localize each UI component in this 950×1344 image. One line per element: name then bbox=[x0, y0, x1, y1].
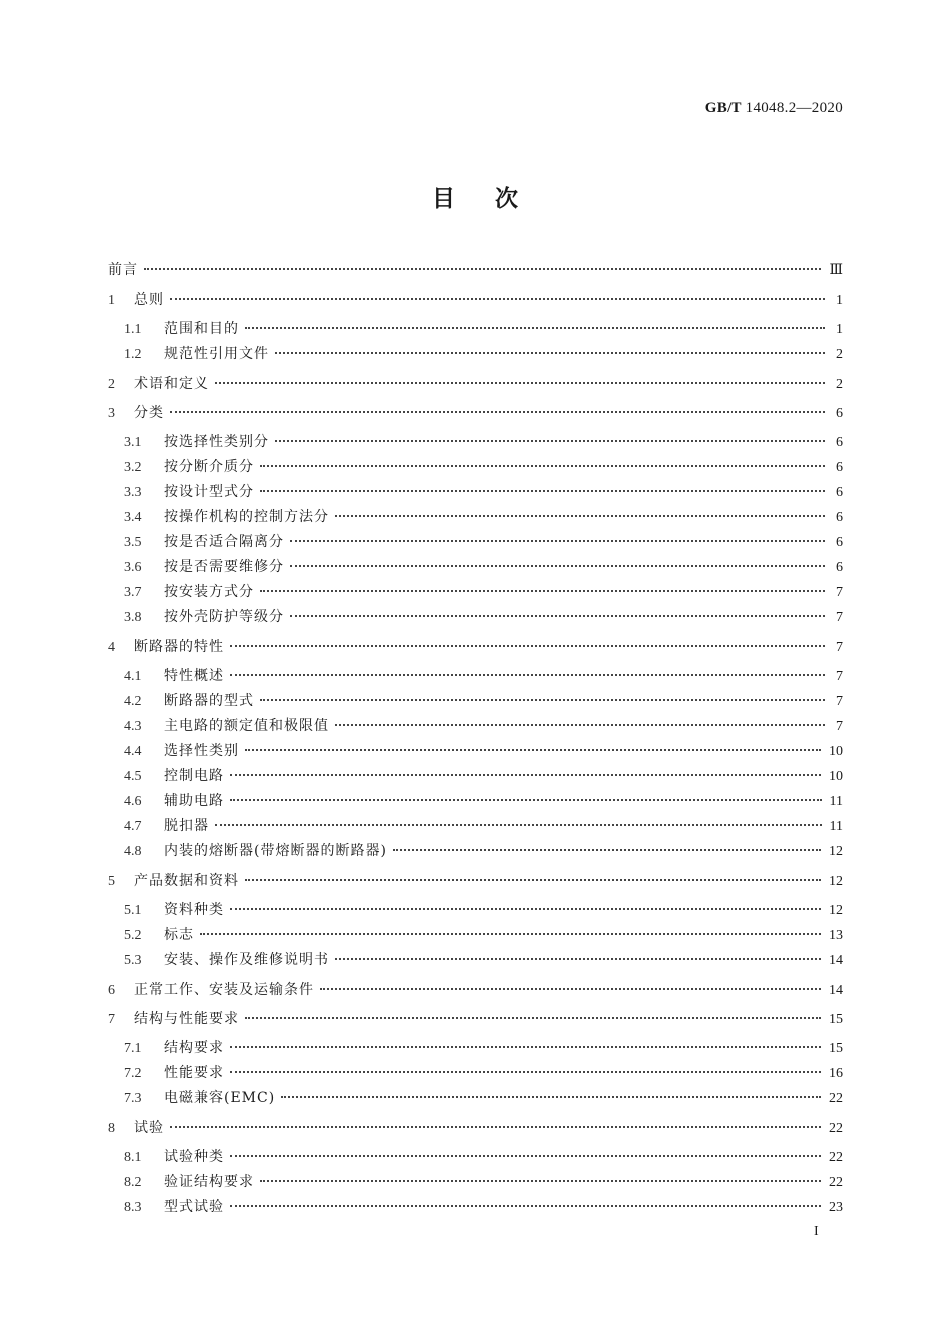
toc-entry-label: 按安装方式分 bbox=[164, 584, 254, 600]
toc-entry-number: 4.3 bbox=[124, 719, 142, 734]
toc-entry-number: 3.6 bbox=[124, 560, 142, 575]
toc-entry-number: 3.8 bbox=[124, 610, 142, 625]
toc-entry-number: 4.8 bbox=[124, 844, 142, 859]
toc-entry-label: 术语和定义 bbox=[134, 376, 209, 392]
toc-entry[interactable] bbox=[124, 691, 843, 711]
toc-entry-number: 1.1 bbox=[124, 322, 142, 337]
toc-entry-number: 3.2 bbox=[124, 460, 142, 475]
toc-entry-page: 7 bbox=[836, 640, 843, 655]
toc-entry-number: 8.2 bbox=[124, 1175, 142, 1190]
toc-leader-dots bbox=[230, 673, 825, 676]
toc-leader-dots bbox=[393, 848, 821, 851]
toc-entry[interactable] bbox=[124, 666, 843, 686]
toc-entry[interactable] bbox=[124, 607, 843, 627]
toc-entry-page: 22 bbox=[829, 1091, 843, 1106]
toc-entry-number: 8 bbox=[108, 1121, 115, 1136]
toc-leader-dots bbox=[230, 1070, 821, 1073]
toc-leader-dots bbox=[170, 297, 825, 300]
toc-entry-label: 试验种类 bbox=[164, 1149, 224, 1165]
toc-entry-page: 6 bbox=[836, 460, 843, 475]
toc-entry-number: 1.2 bbox=[124, 347, 142, 362]
toc-entry-number: 3 bbox=[108, 406, 115, 421]
toc-entry-label: 结构与性能要求 bbox=[134, 1011, 239, 1027]
toc-entry-label: 结构要求 bbox=[164, 1040, 224, 1056]
toc-entry-number: 3.4 bbox=[124, 510, 142, 525]
toc-leader-dots bbox=[320, 987, 821, 990]
toc-entry-number: 8.1 bbox=[124, 1150, 142, 1165]
toc-entry[interactable] bbox=[108, 374, 843, 394]
toc-entry-page: 16 bbox=[829, 1066, 843, 1081]
toc-leader-dots bbox=[245, 1016, 821, 1019]
toc-entry-number: 4.2 bbox=[124, 694, 142, 709]
toc-entry-label: 正常工作、安装及运输条件 bbox=[134, 982, 314, 998]
toc-entry[interactable] bbox=[124, 816, 843, 836]
toc-entry-page: 1 bbox=[836, 322, 843, 337]
toc-entry-label: 规范性引用文件 bbox=[164, 346, 269, 362]
toc-entry-label: 断路器的特性 bbox=[134, 639, 224, 655]
toc-leader-dots bbox=[290, 614, 825, 617]
toc-entry-page: 12 bbox=[829, 903, 843, 918]
standard-number: 14048.2—2020 bbox=[745, 100, 843, 116]
toc-leader-dots bbox=[230, 798, 822, 801]
toc-entry-label: 按是否需要维修分 bbox=[164, 559, 284, 575]
toc-entry[interactable] bbox=[124, 791, 843, 811]
toc-leader-dots bbox=[260, 698, 825, 701]
toc-entry[interactable] bbox=[124, 841, 843, 861]
toc-entry-page: 10 bbox=[829, 769, 843, 784]
toc-entry-page: 1 bbox=[836, 293, 843, 308]
toc-leader-dots bbox=[335, 957, 821, 960]
toc-leader-dots bbox=[230, 644, 825, 647]
toc-entry-page: 7 bbox=[836, 585, 843, 600]
toc-entry-page: 22 bbox=[829, 1150, 843, 1165]
toc-entry-label: 按外壳防护等级分 bbox=[164, 609, 284, 625]
toc-entry-label: 主电路的额定值和极限值 bbox=[164, 718, 329, 734]
toc-entry-label: 试验 bbox=[134, 1120, 164, 1136]
toc-entry[interactable] bbox=[124, 457, 843, 477]
toc-entry-page: 6 bbox=[836, 435, 843, 450]
toc-leader-dots bbox=[260, 589, 825, 592]
toc-entry[interactable] bbox=[108, 980, 843, 1000]
toc-leader-dots bbox=[281, 1095, 821, 1098]
toc-entry-label: 按分断介质分 bbox=[164, 459, 254, 475]
toc-entry-label: 按操作机构的控制方法分 bbox=[164, 509, 329, 525]
toc-entry[interactable] bbox=[124, 319, 843, 339]
toc-entry-page: 7 bbox=[836, 610, 843, 625]
toc-entry[interactable] bbox=[124, 900, 843, 920]
toc-leader-dots bbox=[245, 326, 825, 329]
toc-entry[interactable] bbox=[124, 482, 843, 502]
toc-entry[interactable] bbox=[124, 1088, 843, 1108]
toc-leader-dots bbox=[200, 932, 821, 935]
toc-entry[interactable] bbox=[124, 950, 843, 970]
toc-entry-label: 分类 bbox=[134, 405, 164, 421]
toc-leader-dots bbox=[275, 439, 825, 442]
toc-entry-number: 6 bbox=[108, 983, 115, 998]
toc-entry-label: 电磁兼容(EMC) bbox=[164, 1090, 276, 1106]
toc-entry-number: 7.2 bbox=[124, 1066, 142, 1081]
toc-entry[interactable] bbox=[124, 1038, 843, 1058]
toc-entry-label: 前言 bbox=[108, 262, 138, 278]
toc-leader-dots bbox=[335, 723, 825, 726]
toc-entry-page: 6 bbox=[836, 406, 843, 421]
toc-leader-dots bbox=[144, 267, 821, 270]
toc-entry[interactable] bbox=[124, 507, 843, 527]
toc-entry-page: 7 bbox=[836, 694, 843, 709]
toc-entry[interactable] bbox=[124, 582, 843, 602]
toc-leader-dots bbox=[230, 1045, 821, 1048]
toc-entry-number: 7.3 bbox=[124, 1091, 142, 1106]
toc-entry-page: 12 bbox=[829, 844, 843, 859]
toc-leader-dots bbox=[290, 564, 825, 567]
toc-entry[interactable] bbox=[108, 260, 843, 280]
toc-leader-dots bbox=[275, 351, 825, 354]
page-title: 目次 bbox=[432, 186, 558, 212]
toc-entry[interactable] bbox=[124, 766, 843, 786]
toc-entry-label: 产品数据和资料 bbox=[134, 873, 239, 889]
toc-entry-page: 11 bbox=[829, 794, 843, 809]
toc-entry-label: 特性概述 bbox=[164, 668, 224, 684]
toc-entry[interactable] bbox=[108, 403, 843, 423]
toc-entry-number: 3.7 bbox=[124, 585, 142, 600]
toc-entry[interactable] bbox=[124, 557, 843, 577]
toc-entry[interactable] bbox=[124, 716, 843, 736]
toc-entry-label: 按是否适合隔离分 bbox=[164, 534, 284, 550]
toc-entry-page: 22 bbox=[829, 1175, 843, 1190]
toc-entry[interactable] bbox=[124, 344, 843, 364]
toc-entry-number: 5 bbox=[108, 874, 115, 889]
toc-entry[interactable] bbox=[124, 1063, 843, 1083]
toc-entry-label: 断路器的型式 bbox=[164, 693, 254, 709]
toc-entry-number: 4.6 bbox=[124, 794, 142, 809]
toc-entry-number: 7 bbox=[108, 1012, 115, 1027]
toc-entry-label: 验证结构要求 bbox=[164, 1174, 254, 1190]
toc-entry[interactable] bbox=[108, 637, 843, 657]
toc-entry-label: 选择性类别 bbox=[164, 743, 239, 759]
toc-entry-number: 5.3 bbox=[124, 953, 142, 968]
toc-entry[interactable] bbox=[124, 532, 843, 552]
toc-entry-label: 控制电路 bbox=[164, 768, 224, 784]
toc-entry-number: 3.3 bbox=[124, 485, 142, 500]
toc-entry-page: 10 bbox=[829, 744, 843, 759]
toc-entry-label: 按设计型式分 bbox=[164, 484, 254, 500]
toc-leader-dots bbox=[230, 1204, 821, 1207]
toc-entry[interactable] bbox=[124, 741, 843, 761]
toc-entry[interactable] bbox=[124, 1147, 843, 1167]
toc-entry-number: 1 bbox=[108, 293, 115, 308]
toc-entry-number: 8.3 bbox=[124, 1200, 142, 1215]
toc-entry-page: 12 bbox=[829, 874, 843, 889]
toc-entry-label: 标志 bbox=[164, 927, 194, 943]
toc-entry[interactable] bbox=[108, 871, 843, 891]
toc-leader-dots bbox=[230, 773, 821, 776]
page-number: I bbox=[814, 1224, 819, 1239]
toc-entry-page: 7 bbox=[836, 719, 843, 734]
toc-leader-dots bbox=[260, 489, 825, 492]
toc-entry[interactable] bbox=[108, 1118, 843, 1138]
toc-entry-number: 4.5 bbox=[124, 769, 142, 784]
toc-entry-number: 4 bbox=[108, 640, 115, 655]
toc-entry[interactable] bbox=[124, 1172, 843, 1192]
toc-leader-dots bbox=[215, 823, 822, 826]
toc-leader-dots bbox=[335, 514, 825, 517]
toc-entry-label: 范围和目的 bbox=[164, 321, 239, 337]
toc-entry[interactable] bbox=[124, 925, 843, 945]
toc-entry-label: 总则 bbox=[134, 292, 164, 308]
toc-entry-number: 7.1 bbox=[124, 1041, 142, 1056]
toc-entry-number: 3.5 bbox=[124, 535, 142, 550]
toc-entry[interactable] bbox=[124, 432, 843, 452]
toc-leader-dots bbox=[230, 1154, 821, 1157]
toc-entry-page: 14 bbox=[829, 953, 843, 968]
toc-entry-page: 6 bbox=[836, 535, 843, 550]
toc-entry-page: 14 bbox=[829, 983, 843, 998]
toc-entry-page: 23 bbox=[829, 1200, 843, 1215]
toc-entry-number: 2 bbox=[108, 377, 115, 392]
toc-entry-page: 2 bbox=[836, 347, 843, 362]
toc-leader-dots bbox=[170, 1125, 821, 1128]
toc-entry-page: 7 bbox=[836, 669, 843, 684]
toc-entry-page: 11 bbox=[829, 819, 843, 834]
toc-leader-dots bbox=[260, 1179, 821, 1182]
toc-entry-page: 15 bbox=[829, 1012, 843, 1027]
toc-leader-dots bbox=[230, 907, 821, 910]
toc-entry-number: 4.4 bbox=[124, 744, 142, 759]
toc-entry-page: 6 bbox=[836, 560, 843, 575]
toc-entry[interactable] bbox=[108, 290, 843, 310]
toc-entry-page: 15 bbox=[829, 1041, 843, 1056]
toc-entry-number: 5.2 bbox=[124, 928, 142, 943]
toc-entry-label: 性能要求 bbox=[164, 1065, 224, 1081]
toc-entry-number: 4.7 bbox=[124, 819, 142, 834]
toc-entry-page: 13 bbox=[829, 928, 843, 943]
toc-entry-label: 资料种类 bbox=[164, 902, 224, 918]
toc-entry-page: 2 bbox=[836, 377, 843, 392]
toc-entry-label: 按选择性类别分 bbox=[164, 434, 269, 450]
toc-leader-dots bbox=[170, 410, 825, 413]
toc-entry-page: Ⅲ bbox=[829, 263, 843, 278]
toc-entry-number: 3.1 bbox=[124, 435, 142, 450]
toc-entry-label: 辅助电路 bbox=[164, 793, 224, 809]
toc-entry[interactable] bbox=[108, 1009, 843, 1029]
toc-leader-dots bbox=[260, 464, 825, 467]
toc-leader-dots bbox=[290, 539, 825, 542]
toc-entry-label: 内装的熔断器(带熔断器的断路器) bbox=[164, 843, 387, 859]
toc-entry-page: 6 bbox=[836, 485, 843, 500]
toc-entry-page: 22 bbox=[829, 1121, 843, 1136]
toc-entry-page: 6 bbox=[836, 510, 843, 525]
toc-entry-number: 5.1 bbox=[124, 903, 142, 918]
toc-entry[interactable] bbox=[124, 1197, 843, 1217]
toc-leader-dots bbox=[245, 878, 821, 881]
toc-leader-dots bbox=[215, 381, 825, 384]
standard-prefix: GB/T bbox=[704, 100, 742, 116]
toc-entry-label: 型式试验 bbox=[164, 1199, 224, 1215]
toc-entry-label: 脱扣器 bbox=[164, 818, 209, 834]
toc-leader-dots bbox=[245, 748, 821, 751]
toc-entry-number: 4.1 bbox=[124, 669, 142, 684]
toc-entry-label: 安装、操作及维修说明书 bbox=[164, 952, 329, 968]
